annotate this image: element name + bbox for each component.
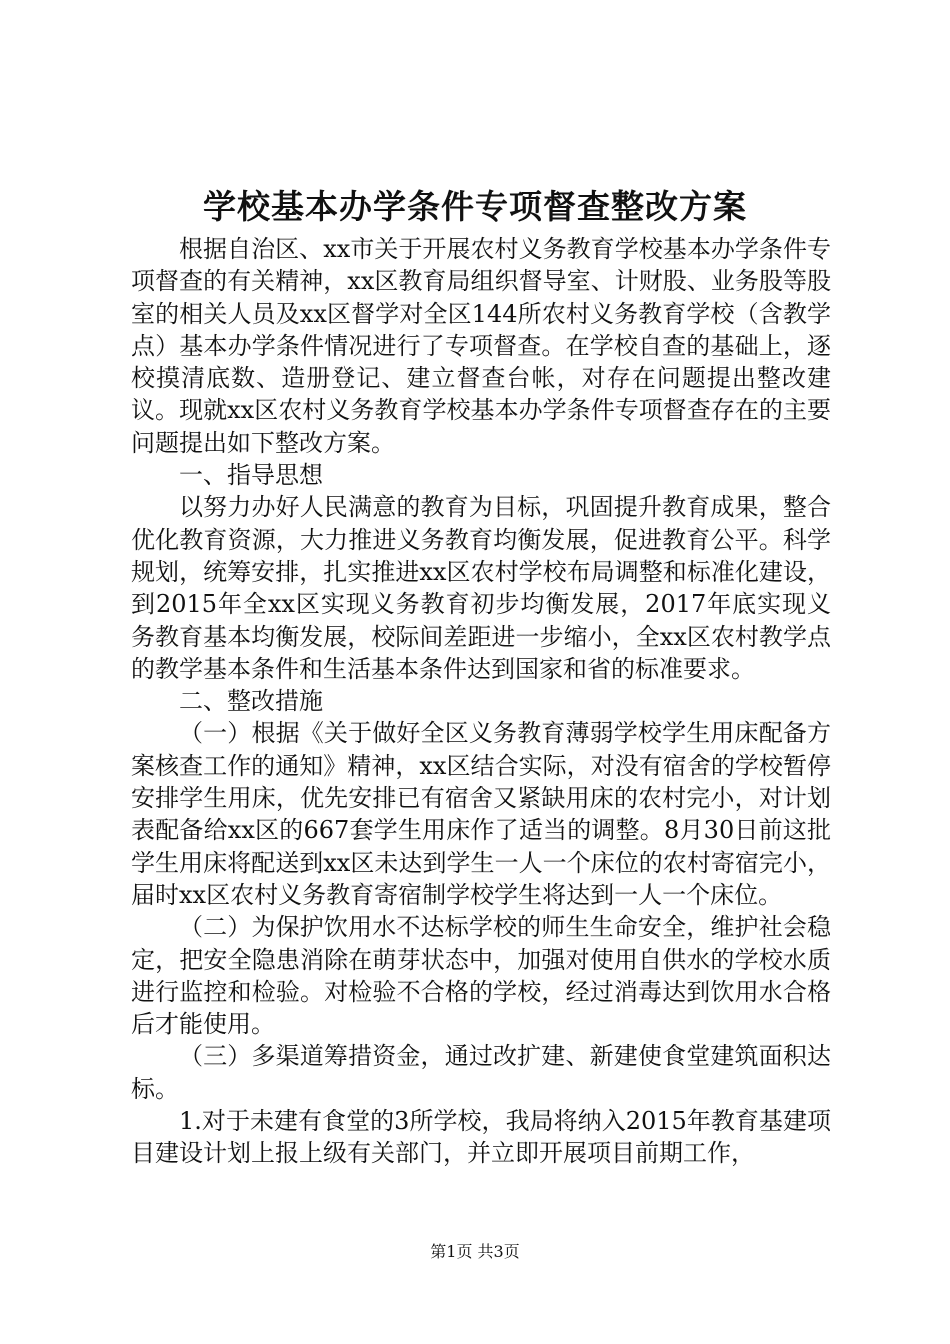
paragraph-measure-3-item-1: 1.对于未建有食堂的3所学校，我局将纳入2015年教育基建项目建设计划上报上级有关部门，并立即开展项目前期工作， bbox=[131, 1107, 831, 1168]
page-footer: 第1页 共3页 bbox=[430, 1242, 520, 1261]
document-title: 学校基本办学条件专项督查整改方案 bbox=[203, 187, 747, 226]
document-body bbox=[131, 233, 831, 1170]
paragraph-guiding-ideology: 以努力办好人民满意的教育为目标，巩固提升教育成果，整合优化教育资源，大力推进义务教育均衡发展，促进教育公平。科学规划，统筹安排，扎实推进xx区农村学校布局调整和标准化建设，到2015年全xx区实现义务教育初步均衡发展，2017年底实现义务教育基本均衡发展，校际间差距进一步缩小，全xx区农村教学点的教学基本条件和生活基本条件达到国家和省的标准要求。 bbox=[131, 493, 831, 683]
section-heading-rectification-measures: 二、整改措施 bbox=[179, 687, 323, 716]
section-heading-guiding-ideology: 一、指导思想 bbox=[179, 461, 323, 490]
paragraph-intro: 根据自治区、xx市关于开展农村义务教育学校基本办学条件专项督查的有关精神，xx区教育局组织督导室、计财股、业务股等股室的相关人员及xx区督学对全区144所农村义务教育学校（含教学点）基本办学条件情况进行了专项督查。在学校自查的基础上，逐校摸清底数、造册登记、建立督查台帐，对存在问题提出整改建议。现就xx区农村义务教育学校基本办学条件专项督查存在的主要问题提出如下整改方案。 bbox=[131, 235, 831, 457]
paragraph-measure-1: （一）根据《关于做好全区义务教育薄弱学校学生用床配备方案核查工作的通知》精神，xx区结合实际，对没有宿舍的学校暂停安排学生用床，优先安排已有宿舍又紧缺用床的农村完小，对计划表配备给xx区的667套学生用床作了适当的调整。8月30日前这批学生用床将配送到xx区未达到学生一人一个床位的农村寄宿完小，届时xx区农村义务教育寄宿制学校学生将达到一人一个床位。 bbox=[131, 719, 831, 909]
paragraph-measure-3: （三）多渠道筹措资金，通过改扩建、新建使食堂建筑面积达标。 bbox=[131, 1042, 831, 1103]
paragraph-measure-2: （二）为保护饮用水不达标学校的师生生命安全，维护社会稳定，把安全隐患消除在萌芽状态中，加强对使用自供水的学校水质进行监控和检验。对检验不合格的学校，经过消毒达到饮用水合格后才能使用。 bbox=[131, 913, 831, 1039]
